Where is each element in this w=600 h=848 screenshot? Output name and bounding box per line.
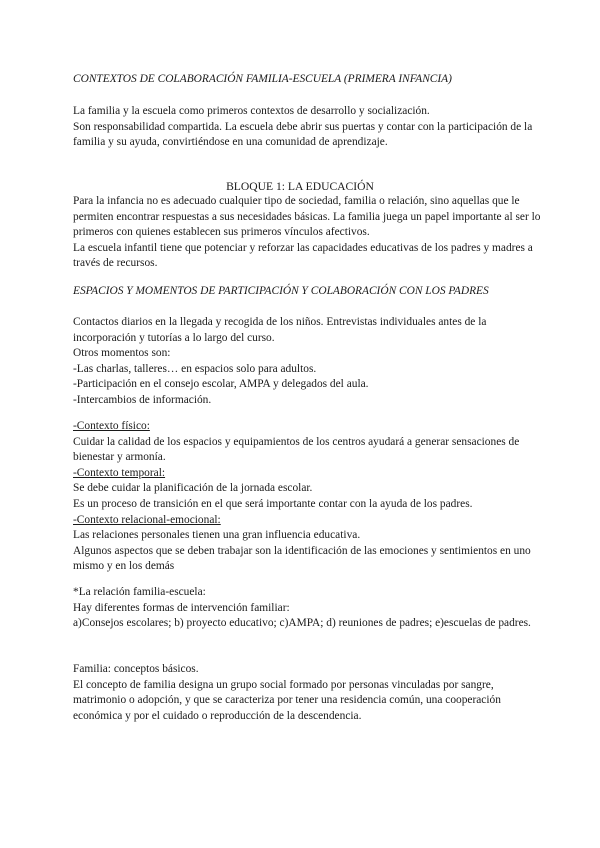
section2-heading-text: ESPACIOS Y MOMENTOS DE PARTICIPACIÓN Y COLABORACIÓN CON LOS PADRES (73, 285, 489, 297)
section2-line: Contactos diarios en la llegada y recogida de los niños. Entrevistas individuales antes de la (73, 316, 487, 328)
contexto-relacional-heading: -Contexto relacional-emocional: (73, 513, 221, 526)
bloque-paragraph (73, 194, 541, 272)
contexto-temporal-heading: -Contexto temporal: (73, 466, 166, 479)
bloque-heading: BLOQUE 1: LA EDUCACIÓN (226, 180, 374, 193)
familia-line: El concepto de familia designa un grupo social formado por personas vinculadas por sangre, (73, 678, 494, 691)
contexto-relacional-line: Algunos aspectos que se deben trabajar son la identificación de las emociones y sentimientos en uno (73, 544, 531, 557)
title-text: CONTEXTOS DE COLABORACIÓN FAMILIA-ESCUELA (PRIMERA INFANCIA) (73, 73, 452, 85)
familia-line: Familia: conceptos básicos. (73, 663, 199, 675)
intro-line: familia y su ayuda, convirtiéndose en una comunidad de aprendizaje. (73, 136, 388, 149)
intro-line: Son responsabilidad compartida. La escuela debe abrir sus puertas y contar con la participación de la (73, 120, 533, 133)
relacion-line: a)Consejos escolares; b) proyecto educativo; c)AMPA; d) reuniones de padres; e)escuelas de padres. (73, 617, 531, 630)
contexto-fisico-heading: -Contexto físico: (73, 420, 150, 432)
contexto-fisico-section (73, 419, 533, 575)
section2-line: -Participación en el consejo escolar, AMPA y delegados del aula. (73, 378, 369, 391)
contexto-temporal-line: Se debe cuidar la planificación de la jornada escolar. (73, 482, 313, 495)
bloque-line: La escuela infantil tiene que potenciar y reforzar las capacidades educativas de los padres y madres a (73, 241, 533, 254)
contexto-relacional-line: mismo y en los demás (73, 560, 175, 573)
intro-line: La familia y la escuela como primeros contextos de desarrollo y socialización. (73, 105, 430, 117)
bloque-line: primeros con quienes establecen sus primeros vínculos afectivos. (73, 226, 370, 239)
section2-paragraph (73, 315, 533, 409)
section2-heading (73, 284, 533, 300)
section2-line: -Las charlas, talleres… en espacios solo para adultos. (73, 362, 317, 375)
intro-paragraph (73, 104, 533, 151)
bloque-line: Para la infancia no es adecuado cualquier tipo de sociedad, familia o relación, sino aquellas que le (73, 195, 520, 207)
bloque-line: permiten encontrar respuestas a sus necesidades básicas. La familia juega un papel importante al ser lo (73, 210, 541, 223)
section2-line: -Intercambios de información. (73, 393, 212, 406)
section2-line: Otros momentos son: (73, 347, 171, 360)
document-title (73, 72, 533, 88)
relacion-line: Hay diferentes formas de intervención familiar: (73, 601, 290, 614)
familia-line: matrimonio o adopción, y que se caracteriza por tener una residencia común, una cooperación (73, 694, 501, 707)
contexto-fisico-line: Cuidar la calidad de los espacios y equipamientos de los centros ayudará a generar sensaciones de (73, 435, 520, 448)
contexto-relacional-line: Las relaciones personales tienen una gran influencia educativa. (73, 529, 361, 542)
familia-line: económica y por el cuidado o reproducción de la descendencia. (73, 709, 362, 722)
relacion-section (73, 585, 533, 632)
contexto-fisico-line: bienestar y armonía. (73, 451, 166, 464)
contexto-temporal-line: Es un proceso de transición en el que será importante contar con la ayuda de los padres. (73, 497, 473, 510)
bloque-line: través de recursos. (73, 257, 158, 270)
familia-section (73, 662, 533, 724)
section2-line: incorporación y tutorías a lo largo del curso. (73, 331, 275, 344)
relacion-line: *La relación familia-escuela: (73, 586, 206, 598)
